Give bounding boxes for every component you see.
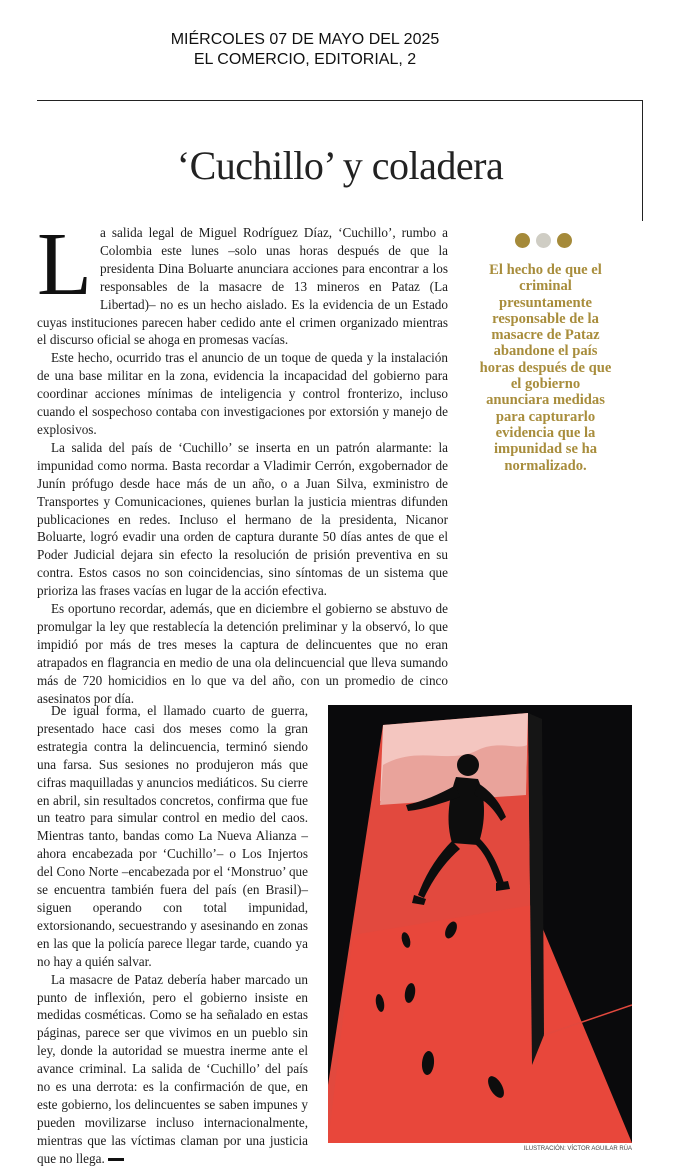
header-rule bbox=[37, 100, 643, 101]
drop-cap: L bbox=[37, 215, 92, 314]
ornament-dot bbox=[536, 233, 551, 248]
article-body-top bbox=[37, 215, 448, 707]
article-body-bottom bbox=[37, 702, 308, 1168]
end-mark bbox=[108, 1158, 124, 1161]
article-title: ‘Cuchillo’ y coladera bbox=[176, 143, 504, 188]
paragraph-5: De igual forma, el llamado cuarto de guerra, presentado hace casi dos meses como la gran estrategia contra la delincuencia, terminó siendo una farsa. Sus sesiones no produjeron más que cifras maquilladas y anuncios mediáticos. Su cierre en abril, sin resultados concretos, confirma que fue un teatro para simular control en medio del caos. Mientras tanto, bandas como La Nueva Alianza –ahora encabezada por ‘Cuchillo’– o Los Injertos del Cono Norte –encabezada por el ‘Monstruo’ que se encuentra también fuera del país (en Brasil)– siguen operando con total impunidad, extorsionando, secuestrando y asesinando en zonas en las que la policía parece llegar tarde, cuando ya no hay a quién salvar. bbox=[37, 703, 308, 969]
paragraph-3: La salida del país de ‘Cuchillo’ se inserta en un patrón alarmante: la impunidad como norma. Basta recordar a Vladimir Cerrón, exgobernador de Junín prófugo desde hace más de un año, o a Juan Silva, exministro de Transportes y Comunicaciones, quienes burlan la justicia mientras difunden publicaciones en redes. Incluso el hermano de la presidenta, Nicanor Boluarte, logró evadir una orden de captura durante 50 días antes de que el Poder Judicial dejara sin efecto la resolución de prisión preventiva en su contra. Estos casos no son coincidencias, sino síntomas de un sistema que prioriza las frases vacías en lugar de la acción efectiva. bbox=[37, 439, 448, 599]
running-figure-illustration bbox=[328, 705, 632, 1143]
ornament-dot bbox=[557, 233, 572, 248]
paragraph-4: Es oportuno recordar, además, que en diciembre el gobierno se abstuvo de promulgar la ley que restablecía la detención preliminar y la observó, lo que impidió por más de tres meses la captura de delincuentes que no eran atrapados en flagrancia en medio de una ola delincuencial que lleva sumando más de 720 homicidios en lo que va del año, con un promedio de cinco asesinatos por día. bbox=[37, 601, 448, 706]
illustration-credit: ILUSTRACIÓN: VÍCTOR AGUILAR RÚA bbox=[523, 1146, 632, 1152]
pull-quote: El hecho de que el criminal presuntamente responsable de la masacre de Pataz abandone el país horas después de que el gobierno anunciara medidas para capturarlo evidencia que la impunidad se ha normalizado. bbox=[479, 262, 612, 474]
paragraph-2: Este hecho, ocurrido tras el anuncio de un toque de queda y la instalación de una base militar en la zona, evidencia la incapacidad del gobierno para coordinar acciones mínimas de inteligencia y control fronterizo, incluso cuando el sospechoso contaba con investigaciones por extorsión y manejo de explosivos. bbox=[37, 350, 448, 437]
ornament-dots bbox=[515, 233, 572, 248]
publication-source: EL COMERCIO, EDITORIAL, 2 bbox=[193, 51, 417, 68]
illustration bbox=[328, 705, 632, 1143]
paragraph-6: La masacre de Pataz debería haber marcado un punto de inflexión, pero el gobierno insiste en medidas cosméticas. Como se ha señalado en estas páginas, parece ser que vivimos en un pueblo sin ley, donde la autoridad se muestra inerme ante el avance criminal. La salida de ‘Cuchillo’ del país no es una derrota: es la confirmación de que, en este gobierno, los delincuentes se saben impunes y pueden movilizarse incluso internacionalmente, mientras que las víctimas claman por una justicia que no llega. bbox=[37, 971, 308, 1166]
page-header bbox=[0, 30, 610, 70]
ornament-dot bbox=[515, 233, 530, 248]
paragraph-1: La salida legal de Miguel Rodríguez Díaz, ‘Cuchillo’, rumbo a Colombia este lunes –solo unas horas después de que la presidenta Dina Boluarte anunciara acciones para encontrar a los responsables de la masacre de 13 mineros en Pataz (La Libertad)– no es un hecho aislado. Es la evidencia de un Estado cuyas instituciones parecen haber cedido ante el crimen organizado mientras el discurso oficial se ahoga en promesas vacías. bbox=[37, 215, 448, 348]
publication-date: MIÉRCOLES 07 DE MAYO DEL 2025 bbox=[170, 31, 440, 48]
